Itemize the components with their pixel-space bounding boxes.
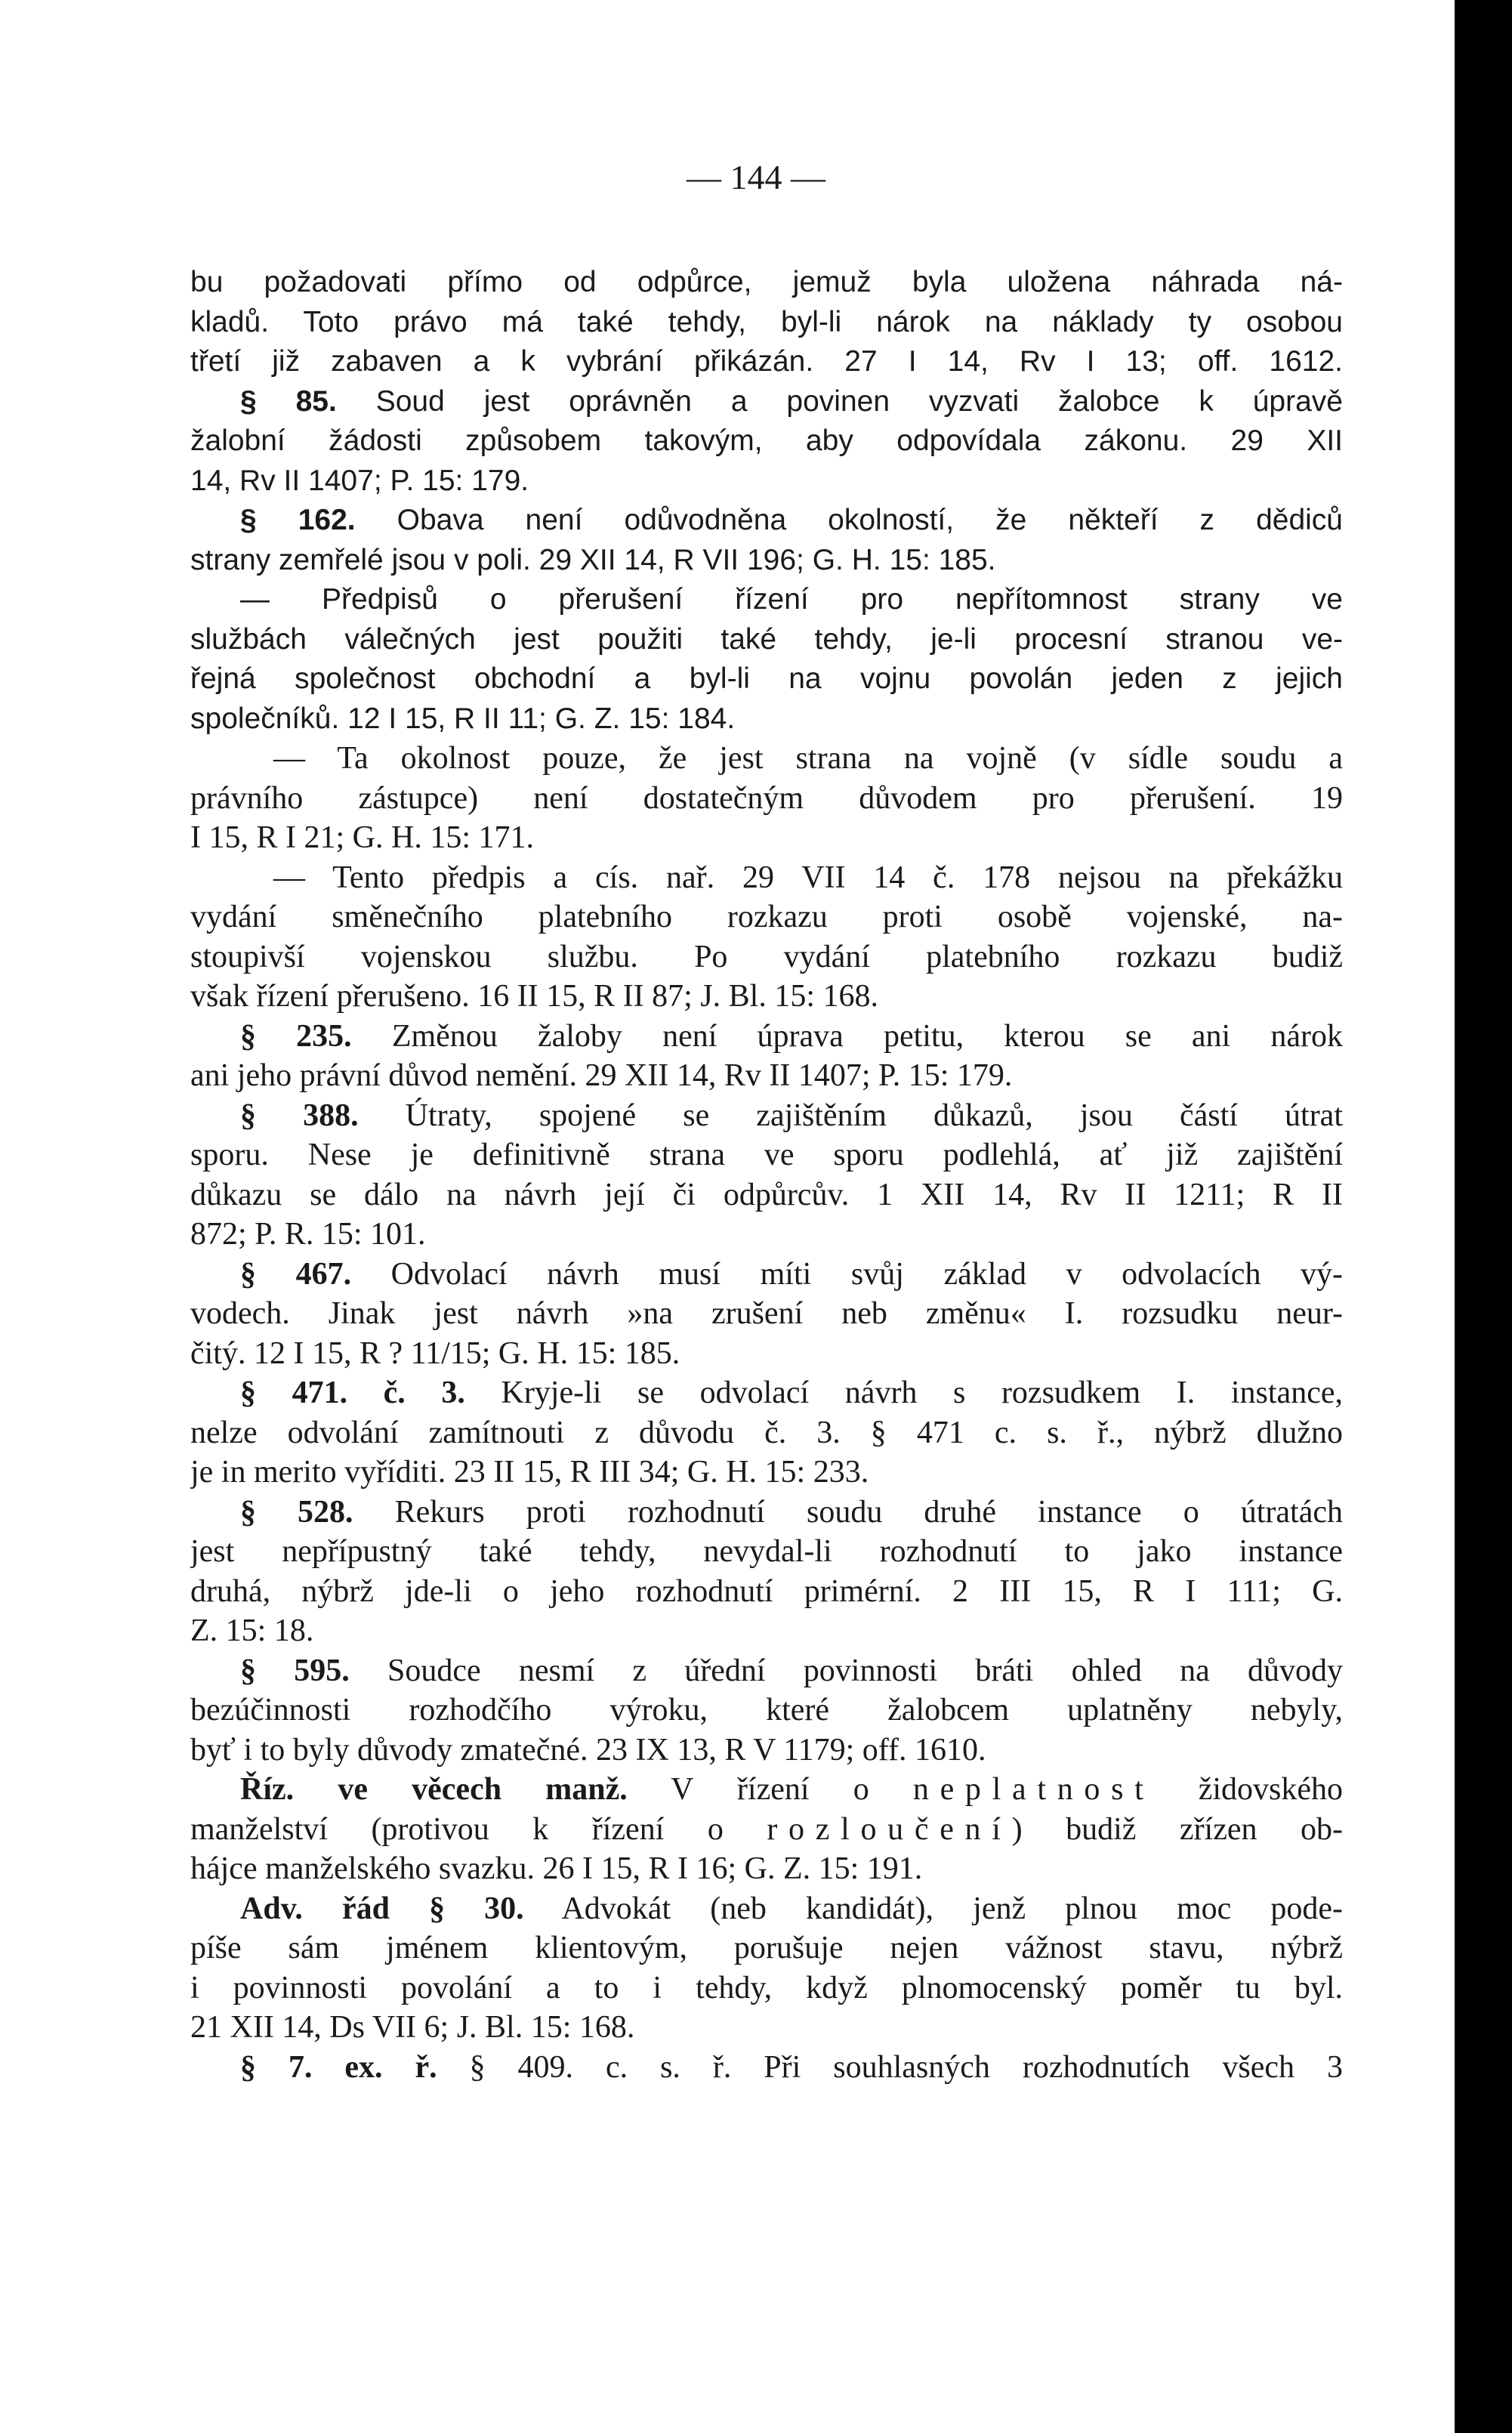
text-segment: jest nepřípustný také tehdy, nevydal-li rozhodnutí to jako instance <box>190 1534 1343 1569</box>
text-line <box>190 1731 1343 1771</box>
text-segment: nelze odvolání zamítnouti z důvodu č. 3. § 471 c. s. ř., nýbrž dlužno <box>190 1415 1343 1450</box>
text-segment: — Ta okolnost pouze, že jest strana na vojně (v sídle soudu a <box>273 741 1343 776</box>
text-line <box>190 1849 1343 1889</box>
text-line <box>190 541 1343 581</box>
text-line <box>190 977 1343 1017</box>
text-line <box>190 1611 1343 1651</box>
text-segment: bu požadovati přímo od odpůrce, jemuž byla uložena náhrada ná- <box>190 266 1343 298</box>
text-segment: Změnou žaloby není úprava petitu, kterou se ani nárok <box>351 1018 1343 1054</box>
text-segment: sporu. Nese je definitivně strana ve sporu podlehlá, ať již zajištění <box>190 1138 1343 1172</box>
text-segment: důkazu se dálo na návrh její či odpůrcův. 1 XII 14, Rv II 1211; R II <box>190 1177 1343 1212</box>
text-segment: je in merito vyříditi. 23 II 15, R III 34; G. H. 15: 233. <box>190 1455 869 1490</box>
section-reference: § 162. <box>240 504 356 536</box>
text-line <box>190 382 1343 422</box>
body-text <box>190 263 1343 2087</box>
text-line <box>190 779 1343 819</box>
text-segment: píše sám jménem klientovým, porušuje nejen vážnost stavu, nýbrž <box>190 1931 1343 1965</box>
text-line <box>190 2048 1343 2088</box>
text-segment: druhá, nýbrž jde-li o jeho rozhodnutí primérní. 2 III 15, R I 111; G. <box>190 1573 1343 1609</box>
section-reference: Adv. řád § 30. <box>240 1891 524 1926</box>
text-line <box>190 421 1343 462</box>
text-line <box>190 1493 1343 1533</box>
text-segment: manželství (protivou k řízení o <box>190 1811 767 1847</box>
text-segment: vodech. Jinak jest návrh »na zrušení neb změnu« I. rozsudku neur- <box>190 1296 1343 1331</box>
text-segment: Z. 15: 18. <box>190 1613 314 1648</box>
text-segment: vydání směnečního platebního rozkazu proti osobě vojenské, na- <box>190 900 1343 934</box>
text-segment: řejná společnost obchodní a byl-li na vojnu povolán jeden z jejich <box>190 662 1343 695</box>
text-segment: strany zemřelé jsou v poli. 29 XII 14, R VII 196; G. H. 15: 185. <box>190 543 996 576</box>
text-line <box>190 620 1343 660</box>
text-line <box>190 1532 1343 1572</box>
text-segment: Advokát (neb kandidát), jenž plnou moc pode- <box>523 1891 1343 1926</box>
text-line <box>190 1572 1343 1612</box>
text-segment: 14, Rv II 1407; P. 15: 179. <box>190 464 529 497</box>
text-line <box>190 1334 1343 1374</box>
text-line <box>190 1294 1343 1334</box>
text-segment: Odvolací návrh musí míti svůj základ v odvolacích vý- <box>351 1256 1343 1292</box>
text-segment: třetí již zabaven a k vybrání přikázán. 27 I 14, Rv I 13; off. 1612. <box>190 345 1343 378</box>
text-segment: právního zástupce) není dostatečným důvodem pro přerušení. 19 <box>190 780 1343 816</box>
section-reference: Říz. ve věcech manž. <box>240 1772 628 1807</box>
text-segment: — Předpisů o přerušení řízení pro nepřítomnost strany ve <box>240 583 1343 616</box>
text-line <box>190 1135 1343 1175</box>
emphasized-word: rozloučení <box>767 1811 1012 1847</box>
section-reference: § 85. <box>240 384 337 418</box>
text-line <box>190 263 1343 303</box>
text-line <box>190 818 1343 858</box>
text-line <box>190 937 1343 977</box>
text-line <box>190 2008 1343 2048</box>
emphasized-word: neplatnost <box>912 1772 1155 1807</box>
text-segment: službách válečných jest použiti také tehdy, je-li procesní stranou ve- <box>190 622 1343 656</box>
text-segment: kladů. Toto právo má také tehdy, byl-li nárok na náklady ty osobou <box>190 305 1343 338</box>
text-segment: stoupivší vojenskou službu. Po vydání platebního rozkazu budiž <box>190 939 1343 974</box>
text-segment: V řízení o <box>627 1772 913 1807</box>
text-segment: však řízení přerušeno. 16 II 15, R II 87; J. Bl. 15: 168. <box>190 979 879 1014</box>
text-line <box>190 462 1343 502</box>
text-line <box>190 303 1343 343</box>
text-segment: Soud jest oprávněn a povinen vyzvati žalobce k úpravě <box>336 384 1343 418</box>
text-line <box>190 739 1343 779</box>
text-line <box>190 858 1343 898</box>
text-line <box>190 897 1343 937</box>
text-segment: i povinnosti povolání a to i tehdy, když plnomocenský poměr tu byl. <box>190 1970 1343 2005</box>
text-line <box>190 1889 1343 1929</box>
text-line <box>190 1056 1343 1096</box>
section-reference: § 388. <box>240 1098 359 1133</box>
section-reference: § 528. <box>240 1494 353 1530</box>
text-segment: ani jeho právní důvod nemění. 29 XII 14, Rv II 1407; P. 15: 179. <box>190 1058 1013 1093</box>
text-line <box>190 1770 1343 1810</box>
text-segment: společníků. 12 I 15, R II 11; G. Z. 15: 184. <box>190 702 736 735</box>
text-segment: Obava není odůvodněna okolností, že někteří z dědiců <box>355 504 1343 536</box>
text-line <box>190 1453 1343 1493</box>
text-segment: žalobní žádosti způsobem takovým, aby odpovídala zákonu. 29 XII <box>190 425 1343 457</box>
text-line <box>190 1215 1343 1255</box>
section-reference: § 471. č. 3. <box>240 1376 465 1410</box>
text-line <box>190 1413 1343 1453</box>
section-reference: § 467. <box>240 1256 352 1292</box>
text-segment: Útraty, spojené se zajištěním důkazů, jsou částí útrat <box>358 1098 1343 1133</box>
text-line <box>190 1968 1343 2008</box>
text-line <box>190 1810 1343 1850</box>
text-line <box>190 1690 1343 1731</box>
text-line <box>190 1017 1343 1057</box>
text-segment: — Tento předpis a cís. nař. 29 VII 14 č. 178 nejsou na překážku <box>273 860 1343 895</box>
text-line <box>190 1928 1343 1968</box>
text-line <box>190 1373 1343 1413</box>
text-segment: bezúčinnosti rozhodčího výroku, které žalobcem uplatněny nebyly, <box>190 1693 1343 1727</box>
text-segment: Soudce nesmí z úřední povinnosti bráti ohled na důvody <box>349 1653 1343 1688</box>
text-segment: 21 XII 14, Ds VII 6; J. Bl. 15: 168. <box>190 2010 635 2045</box>
text-line <box>190 1651 1343 1691</box>
text-segment: hájce manželského svazku. 26 I 15, R I 16; G. Z. 15: 191. <box>190 1851 923 1886</box>
text-line <box>190 699 1343 739</box>
text-segment: byť i to byly důvody zmatečné. 23 IX 13, R V 1179; off. 1610. <box>190 1732 986 1768</box>
text-segment: Kryje-li se odvolací návrh s rozsudkem I. instance, <box>464 1376 1343 1410</box>
text-line <box>190 342 1343 382</box>
text-segment: ) budiž zřízen ob- <box>1011 1811 1343 1847</box>
text-segment: Rekurs proti rozhodnutí soudu druhé instance o útratách <box>353 1494 1343 1530</box>
text-line <box>190 501 1343 541</box>
text-segment: židovského <box>1154 1772 1343 1807</box>
text-line <box>190 1175 1343 1215</box>
section-reference: § 7. ex. ř. <box>240 2049 437 2085</box>
text-line <box>190 659 1343 699</box>
text-line <box>190 1255 1343 1295</box>
section-reference: § 595. <box>240 1653 350 1688</box>
text-segment: 872; P. R. 15: 101. <box>190 1217 426 1252</box>
section-reference: § 235. <box>240 1018 352 1054</box>
text-segment: čitý. 12 I 15, R ? 11/15; G. H. 15: 185. <box>190 1335 680 1371</box>
page-number: — 144 — <box>687 158 825 196</box>
text-line <box>190 1096 1343 1136</box>
text-segment: I 15, R I 21; G. H. 15: 171. <box>190 820 534 855</box>
text-segment: § 409. c. s. ř. Při souhlasných rozhodnutích všech 3 <box>437 2049 1343 2085</box>
text-line <box>190 580 1343 620</box>
